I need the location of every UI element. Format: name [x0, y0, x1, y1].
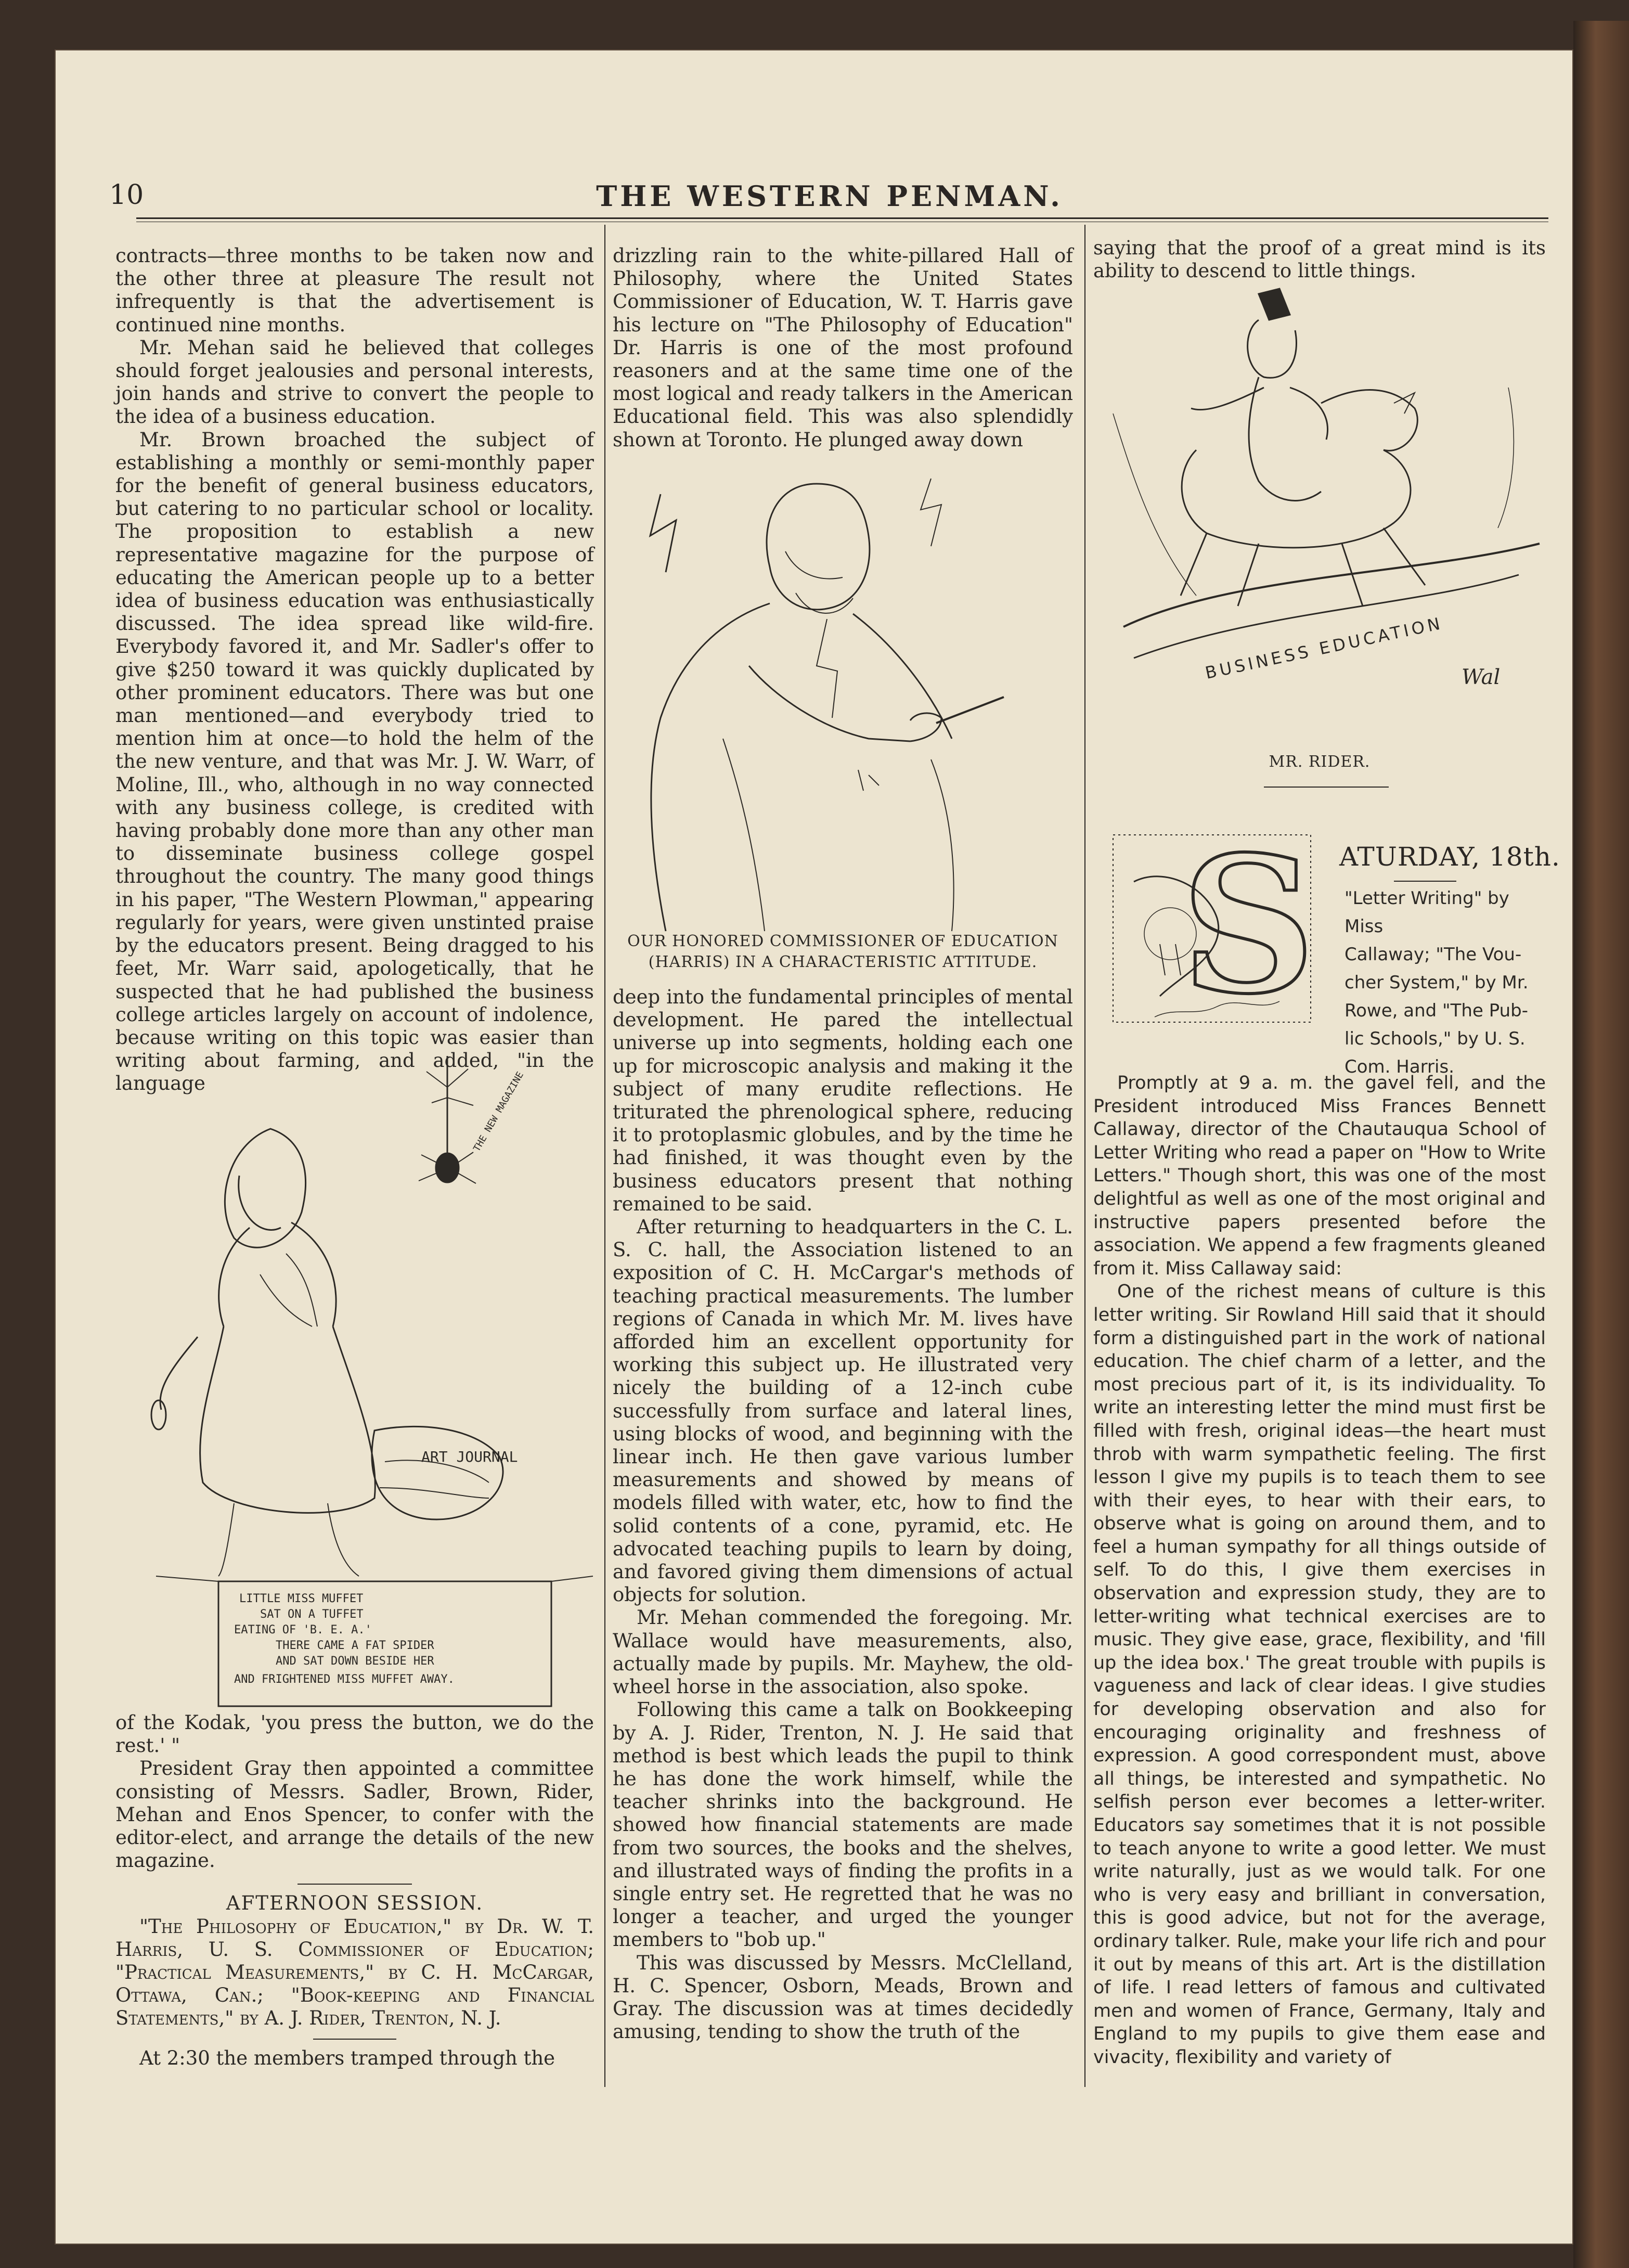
paragraph: saying that the proof of a great mind is its ability to descend to little things.	[1093, 237, 1546, 282]
miss-muffet-cartoon	[156, 1056, 593, 1717]
rider-rocking-horse-cartoon	[1103, 283, 1540, 741]
paragraph: Mr. Mehan said he believed that colleges should forget jealousies and personal interests, join hands and strive to convert the people to the idea of a business education.	[115, 336, 594, 428]
column-1-bottom	[115, 1711, 594, 2086]
paragraph: At 2:30 the members tramped through the	[139, 2046, 555, 2069]
plaque-line: THERE CAME A FAT SPIDER	[276, 1639, 434, 1652]
saturday-program	[1344, 884, 1553, 1081]
plaque-line: SAT ON A TUFFET	[260, 1608, 364, 1621]
caption-line: OUR HONORED COMMISSIONER OF EDUCATION	[627, 932, 1058, 950]
harris-caption	[613, 931, 1073, 973]
paragraph: One of the richest means of culture is this letter writing. Sir Rowland Hill said that it should form a distinguished part in the work of national education. The chief charm of a letter, and the most precious part of it, is its individuality. To write an interesting letter the mind must first be filled with fresh, original ideas—the heart must throb with warm sympathetic feeling. The first lesson I give my pupils is to teach them to see with their eyes, to hear with their ears, to observe what is going on around them, and to feel a human sympathy for all things outside of self. To do this, I give them exercises in observation and expression study, they are to letter-writing what technical exercises are to music. They give ease, grace, flexibility, and 'fill up the idea box.' The great trouble with pupils is vagueness and lack of clear ideas. I give studies for developing observation and also for encouraging originality and freshness of expression. A good correspondent must, above all things, be interested and sympathetic. No selfish person ever becomes a letter-writer. Educators say sometimes that it is not possible to teach anyone to write a good letter. We must write naturally, just as we would talk. For one who is very easy and brilliant in conversation, this is good advice, but not for the average, ordinary talker. Rule, make your life rich and pour it out by means of this art. Art is the distillation of life. I read letters of famous and cultivated men and women of France, Germany, Italy and England to my pupils to give them ease and vivacity, flexibility and variety of	[1093, 1281, 1546, 2068]
column-2-bottom	[613, 986, 1073, 2086]
section-rule	[298, 1884, 412, 1885]
paragraph: Mr. Brown broached the subject of establishing a monthly or semi-monthly paper for the benefit of general business educators, but catering to no particular school or locality. The proposition to establish a new representative magazine for the purpose of educating the American people up to a better idea of business education was enthusiastically discussed. The idea spread like wild-fire. Everybody favored it, and Mr. Sadler's offer to give $250 toward it was quickly duplicated by other prominent educators. There was but one man mentioned—and everybody tried to mention him at once—to hold the helm of the the new venture, and that was Mr. J. W. Warr, of Moline, Ill., who, although in no way connected with any business college, is credited with having probably done more than any other man to disseminate business college gospel throughout the country. The many good things in his paper, "The Western Plowman," appearing regularly for years, were given unstinted praise by the educators present. Being dragged to his feet, Mr. Warr said, apologetically, that he suspected that he had published the business college articles largely on account of indolence, because writing on this topic was easier than writing about farming, and added, "in the language	[115, 428, 594, 1095]
paragraph: drizzling rain to the white-pillared Hall of Philosophy, where the United States Commissioner of Education, W. T. Harris gave his lecture on "The Philosophy of Education" Dr. Harris is one of the most profound reasoners and at the same time one of the most logical and ready talkers in the American Educational field. This was also splendidly shown at Toronto. He plunged away down	[613, 244, 1073, 451]
plaque-line: LITTLE MISS MUFFET	[239, 1592, 364, 1605]
page-header	[109, 179, 1550, 216]
saturday-rule	[1394, 881, 1456, 882]
paragraph: Promptly at 9 a. m. the gavel fell, and the President introduced Miss Frances Bennett Callaway, director of the Chautauqua School of Letter Writing who read a paper on "How to Write Letters." Though short, this was one of the most delightful as well as one of the most original and instructive papers presented before the association. We append a few fragments gleaned from it. Miss Callaway said:	[1093, 1073, 1546, 1279]
paragraph: contracts—three months to be taken now and the other three at pleasure The result not infrequently is that the advertisement is continued nine months.	[115, 244, 594, 336]
column-2-top	[613, 244, 1073, 453]
section-heading: AFTERNOON SESSION.	[226, 1892, 484, 1915]
caption-rule	[1264, 787, 1389, 788]
banner-text: BUSINESS EDUCATION	[1203, 613, 1445, 683]
paragraph: Mr. Mehan commended the foregoing. Mr. Wallace would have measurements, also, actually made by pupils. Mr. Mayhew, the old-wheel horse in the association, also spoke.	[613, 1606, 1073, 1698]
column-rule-2	[1084, 225, 1085, 2087]
paragraph: of the Kodak, 'you press the button, we do the rest.' "	[115, 1711, 594, 1757]
paragraph: This was discussed by Messrs. McClelland, H. C. Spencer, Osborn, Meads, Brown and Gray. The discussion was at times decidedly amusing, tending to show the truth of the	[613, 1951, 1073, 2043]
paragraph: After returning to headquarters in the C. L. S. C. hall, the Association listened to an exposition of C. H. McCargar's methods of teaching practical measurements. The lumber regions of Canada in which Mr. M. lives have afforded him an excellent opportunity for working this subject up. He illustrated very nicely the building of a 12-inch cube successfully from surface and lateral lines, using blocks of wood, and beginning with the linear inch. He then gave various lumber measurements and showed by means of models filled with water, etc, how to find the solid contents of a cone, pyramid, etc. He advocated teaching pupils to learn by doing, and favored giving them dimensions of actual objects for solution.	[613, 1216, 1073, 1606]
program-line: lic Schools," by U. S.	[1344, 1028, 1525, 1049]
header-rule	[136, 217, 1548, 219]
plaque-line: AND SAT DOWN BESIDE HER	[276, 1655, 434, 1668]
cushion-label: ART JOURNAL	[421, 1448, 518, 1465]
harris-portrait-illustration	[619, 447, 1071, 931]
ornamental-initial-s	[1103, 815, 1331, 1043]
saturday-heading: ATURDAY, 18th.	[1339, 842, 1560, 872]
book-spine	[1573, 21, 1629, 2268]
program-line: Com. Harris.	[1344, 1056, 1455, 1077]
column-rule-1	[604, 225, 605, 2087]
column-3-top	[1093, 237, 1546, 289]
program-line: cher System," by Mr.	[1344, 972, 1529, 993]
masthead-title: THE WESTERN PENMAN.	[596, 179, 1063, 213]
cartoon-signature: Wal	[1462, 665, 1501, 689]
program-line: Rowe, and "The Pub-	[1344, 1000, 1528, 1021]
plaque-line: EATING OF 'B. E. A.'	[234, 1623, 372, 1636]
caption-line: (HARRIS) IN A CHARACTERISTIC ATTITUDE.	[648, 953, 1038, 971]
column-3-bottom	[1093, 1072, 1546, 2086]
drop-cap: S	[1181, 815, 1316, 1035]
rider-caption: MR. RIDER.	[1269, 753, 1371, 771]
plaque-line: AND FRIGHTENED MISS MUFFET AWAY.	[234, 1673, 455, 1686]
page-number: 10	[109, 179, 144, 211]
program-line: Callaway; "The Vou-	[1344, 944, 1522, 965]
session-program: "The Philosophy of Education," by Dr. W. T. Harris, U. S. Commissioner of Education; "Practical Measurements," by C. H. McCargar, Ottawa, Can.; "Book-keeping and Financial Statements," by A. J. Rider, Trenton, N. J.	[115, 1915, 594, 2030]
column-1-top	[115, 244, 594, 1095]
paragraph: President Gray then appointed a committee consisting of Messrs. Sadler, Brown, Rider, Mehan and Enos Spencer, to confer with the editor-elect, and arrange the details of the new magazine.	[115, 1757, 594, 1872]
section-rule	[313, 2039, 396, 2040]
spider-label: THE NEW MAGAZINE	[471, 1069, 526, 1154]
paragraph: Following this came a talk on Bookkeeping by A. J. Rider, Trenton, N. J. He said that method is best which leads the pupil to think he has done the work himself, while the teacher shrinks into the background. He showed how financial statements are made from two sources, the books and the shelves, and illustrated ways of finding the profits in a single entry set. He regretted that he was no longer a teacher, and urged the younger members to "bob up."	[613, 1698, 1073, 1951]
paragraph: deep into the fundamental principles of mental development. He pared the intellectual universe up into segments, holding each one up for microscopic analysis and making it the subject of many erudite reflections. He triturated the phrenological sphere, reducing it to protoplasmic globules, and by the time he had finished, it was thought even by the business educators present that nothing remained to be said.	[613, 986, 1073, 1215]
program-line: "Letter Writing" by Miss	[1344, 888, 1509, 937]
